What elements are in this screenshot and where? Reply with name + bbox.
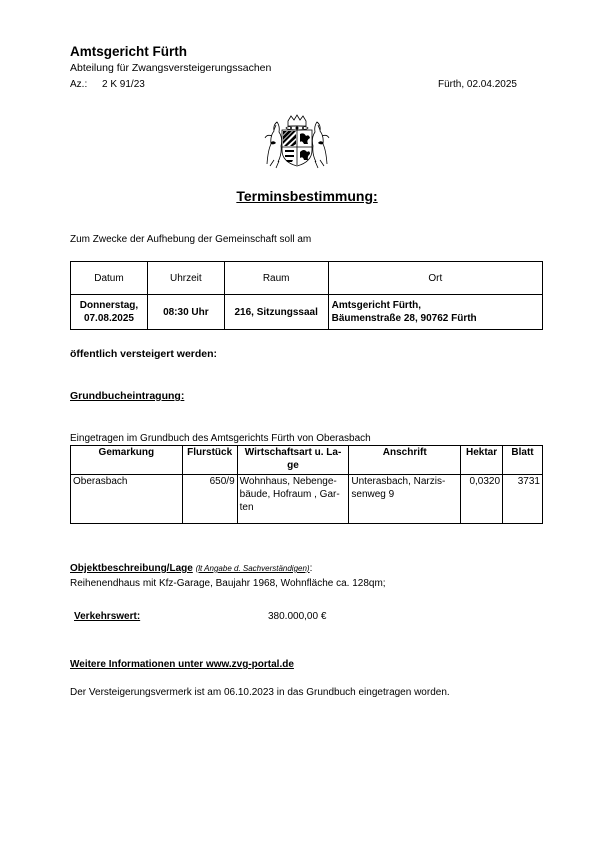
cell-blatt: 3731 — [503, 475, 543, 524]
land-register-table — [70, 445, 543, 524]
cell-wirtschaftsart — [237, 475, 349, 524]
case-number-label: Az.: — [70, 79, 88, 90]
cell-anschrift — [349, 475, 461, 524]
cell-wirtschaftsart-line2: bäude, Hofraum , Gar- — [239, 489, 340, 500]
header-wirtschaftsart-line1: Wirtschaftsart u. La- — [244, 447, 342, 458]
more-info-link[interactable]: Weitere Informationen unter www.zvg-portal.de — [70, 659, 294, 670]
appointment-place-line2: Bäumenstraße 28, 90762 Fürth — [331, 313, 477, 324]
header-blatt: Blatt — [503, 446, 543, 475]
header-place: Ort — [328, 262, 542, 295]
object-description-text: Reihenendhaus mit Kfz-Garage, Baujahr 1968, Wohnfläche ca. 128qm; — [70, 578, 386, 589]
court-name: Amtsgericht Fürth — [70, 44, 188, 59]
cell-hektar: 0,0320 — [461, 475, 503, 524]
object-heading-suffix: : — [309, 563, 313, 574]
bavarian-coat-of-arms-icon — [262, 114, 332, 170]
appointment-time: 08:30 Uhr — [147, 295, 224, 330]
intro-text: Zum Zwecke der Aufhebung der Gemeinschaft soll am — [70, 234, 312, 245]
header-date: Datum — [71, 262, 148, 295]
object-heading-text: Objektbeschreibung/Lage — [70, 563, 193, 574]
land-register-heading: Grundbucheintragung: — [70, 390, 185, 402]
place-date: Fürth, 02.04.2025 — [438, 79, 517, 90]
header-room: Raum — [224, 262, 328, 295]
land-register-header-row — [71, 446, 543, 475]
land-register-row — [71, 475, 543, 524]
header-anschrift: Anschrift — [349, 446, 461, 475]
object-description-heading — [70, 563, 312, 574]
cell-anschrift-line1: Unterasbach, Narzis- — [351, 476, 446, 487]
department-name: Abteilung für Zwangsversteigerungssachen — [70, 62, 272, 74]
appointment-place-line1: Amtsgericht Fürth, — [331, 300, 422, 311]
header-time: Uhrzeit — [147, 262, 224, 295]
cell-wirtschaftsart-line1: Wohnhaus, Nebenge- — [239, 476, 337, 487]
appointment-header-row — [71, 262, 543, 295]
appointment-date — [71, 295, 148, 330]
header-wirtschaftsart-line2: ge — [287, 460, 299, 471]
appointment-weekday: Donnerstag, — [79, 300, 139, 311]
header-wirtschaftsart — [237, 446, 349, 475]
appointment-table — [70, 261, 543, 330]
case-number-value: 2 K 91/23 — [102, 79, 145, 90]
object-heading-note: (lt Angabe d. Sachverständigen) — [195, 564, 310, 573]
header-hektar: Hektar — [461, 446, 503, 475]
auction-statement: öffentlich versteigert werden: — [70, 348, 218, 360]
market-value-amount: 380.000,00 € — [268, 611, 327, 622]
cell-gemarkung: Oberasbach — [71, 475, 183, 524]
appointment-date-value: 07.08.2025 — [83, 313, 134, 324]
header-gemarkung: Gemarkung — [71, 446, 183, 475]
appointment-place — [328, 295, 542, 330]
header-flurstueck: Flurstück — [182, 446, 237, 475]
land-register-intro: Eingetragen im Grundbuch des Amtsgerichts Fürth von Oberasbach — [70, 433, 371, 444]
appointment-room: 216, Sitzungssaal — [224, 295, 328, 330]
cell-flurstueck: 650/9 — [182, 475, 237, 524]
document-title: Terminsbestimmung: — [236, 188, 378, 204]
cell-anschrift-line2: senweg 9 — [351, 489, 395, 500]
appointment-row — [71, 295, 543, 330]
market-value-label: Verkehrswert: — [74, 611, 141, 622]
auction-note: Der Versteigerungsvermerk ist am 06.10.2023 in das Grundbuch eingetragen worden. — [70, 687, 450, 698]
cell-wirtschaftsart-line3: ten — [239, 502, 254, 513]
